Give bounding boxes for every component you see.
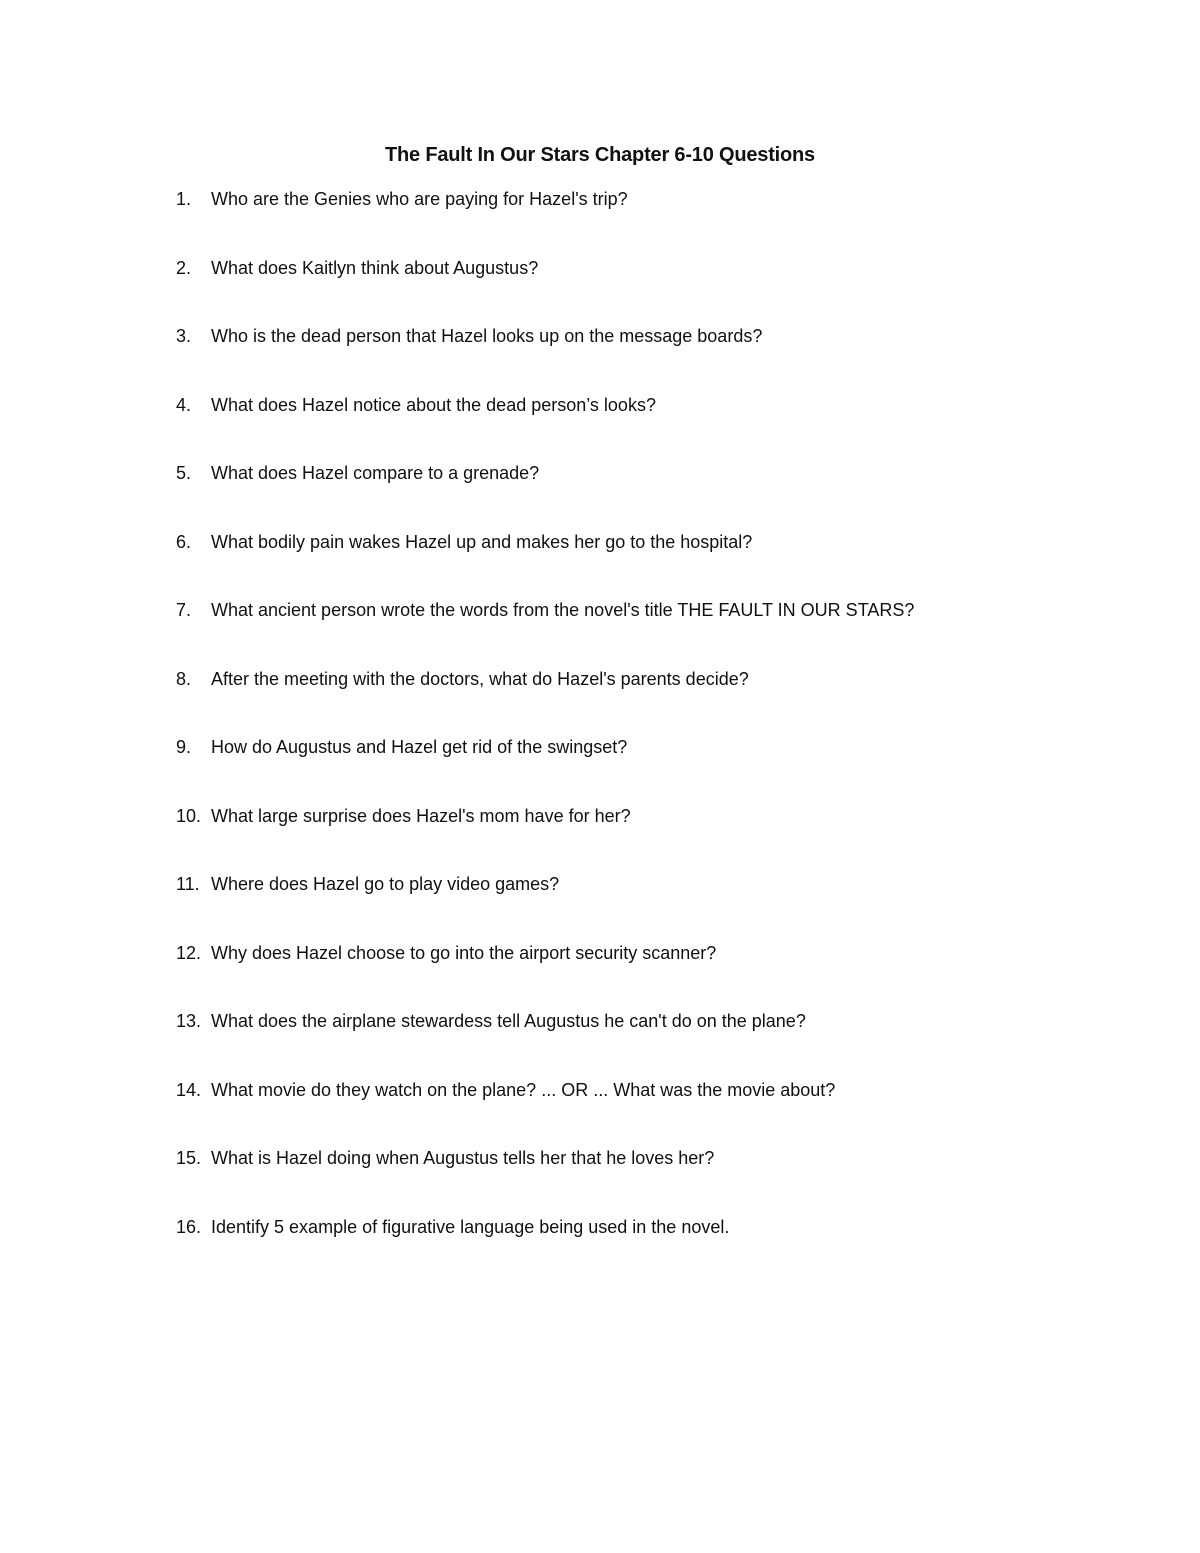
question-number: 9. [176, 737, 192, 757]
question-text: What movie do they watch on the plane? ... OR ... What was the movie about? [211, 1079, 836, 1100]
question-text: What large surprise does Hazel's mom have for her? [211, 805, 631, 826]
list-item [176, 460, 1076, 529]
list-item [176, 323, 1076, 392]
list-item [176, 734, 1076, 803]
question-number: 5. [176, 463, 192, 483]
question-number: 1. [176, 189, 192, 209]
list-item [176, 255, 1076, 324]
question-text: What ancient person wrote the words from the novel's title THE FAULT IN OUR STARS? [211, 600, 915, 620]
question-text: Why does Hazel choose to go into the airport security scanner? [211, 942, 717, 963]
list-item [176, 186, 1076, 255]
list-item [176, 1008, 1076, 1077]
question-number: 6. [176, 531, 192, 552]
list-item [176, 597, 1076, 666]
question-number: 14. [176, 1079, 202, 1100]
list-item [176, 529, 1076, 598]
question-text: Identify 5 example of figurative language being used in the novel. [211, 1216, 730, 1237]
question-list [176, 186, 1076, 1282]
question-number: 7. [176, 600, 192, 620]
question-number: 4. [176, 394, 192, 415]
question-number: 16. [176, 1216, 202, 1237]
question-number: 12. [176, 942, 202, 963]
question-text: Where does Hazel go to play video games? [211, 874, 560, 894]
question-text: Who is the dead person that Hazel looks up on the message boards? [211, 326, 763, 346]
question-text: What does Hazel compare to a grenade? [211, 463, 540, 483]
question-number: 3. [176, 326, 192, 346]
list-item [176, 1214, 1076, 1283]
list-item [176, 803, 1076, 872]
question-number: 2. [176, 257, 192, 278]
list-item [176, 940, 1076, 1009]
question-text: After the meeting with the doctors, what do Hazel's parents decide? [211, 668, 749, 689]
list-item [176, 1077, 1076, 1146]
question-number: 11. [176, 874, 200, 894]
question-text: What does Hazel notice about the dead person’s looks? [211, 394, 656, 415]
question-number: 15. [176, 1148, 202, 1168]
question-number: 13. [176, 1011, 202, 1031]
list-item [176, 1145, 1076, 1214]
question-number: 10. [176, 805, 202, 826]
list-item [176, 666, 1076, 735]
question-text: What does Kaitlyn think about Augustus? [211, 257, 539, 278]
list-item [176, 871, 1076, 940]
question-text: Who are the Genies who are paying for Hazel's trip? [211, 189, 628, 209]
list-item [176, 392, 1076, 461]
question-number: 8. [176, 668, 192, 689]
question-text: What bodily pain wakes Hazel up and makes her go to the hospital? [211, 531, 753, 552]
question-text: What does the airplane stewardess tell Augustus he can't do on the plane? [211, 1011, 806, 1031]
question-text: How do Augustus and Hazel get rid of the swingset? [211, 737, 628, 757]
page-title: The Fault In Our Stars Chapter 6-10 Questions [385, 144, 815, 166]
question-text: What is Hazel doing when Augustus tells her that he loves her? [211, 1148, 715, 1168]
